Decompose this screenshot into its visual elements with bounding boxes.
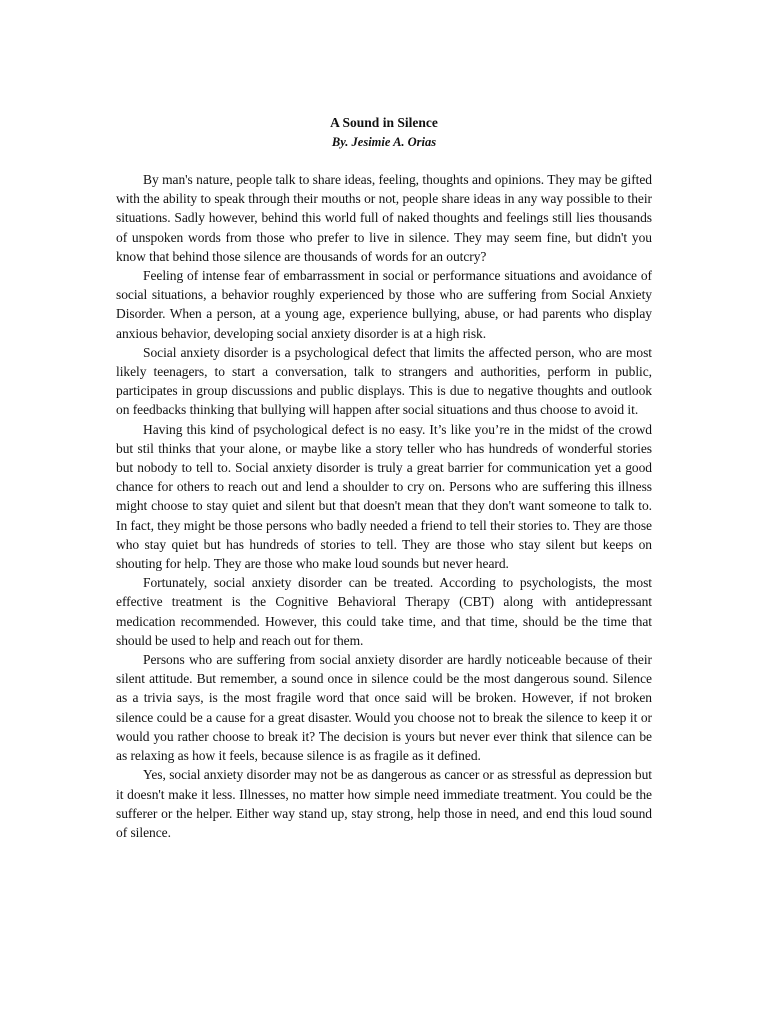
paragraph-5: Fortunately, social anxiety disorder can be treated. According to psychologists, the most effective treatment is the Cognitive Behavioral Therapy (CBT) along with antidepressant medication recommended. However, this could take time, and that time, should be the time that should be used to help and reach out for them.	[116, 575, 652, 648]
paragraph-3: Social anxiety disorder is a psychological defect that limits the affected person, who are most likely teenagers, to start a conversation, talk to strangers and authorities, perform in public, participates in group discussions and public displays. This is due to negative thoughts and outlook on feedbacks thinking that bullying will happen after social situations and thus choose to avoid it.	[116, 344, 652, 418]
paragraph-1: By man's nature, people talk to share ideas, feeling, thoughts and opinions. They may be gifted with the ability to speak through their mouths or not, people share ideas in any way possible to their situations. Sadly however, behind this world full of naked thoughts and feelings still lies thousands of unspoken words from those who prefer to live in silence. They may seem fine, but didn't you know that behind those silence are thousands of words for an outcry?	[116, 172, 652, 264]
paragraph-2: Feeling of intense fear of embarrassment in social or performance situations and avoidance of social situations, a behavior roughly experienced by those who are suffering from Social Anxiety Disorder. When a person, at a young age, experience bullying, abuse, or had parents who display anxious behavior, developing social anxiety disorder is at a high risk.	[116, 268, 652, 341]
paragraph-6: Persons who are suffering from social anxiety disorder are hardly noticeable because of their silent attitude. But remember, a sound once in silence could be the most dangerous sound. Silence as a trivia says, is the most fragile word that once said will be broken. However, if not broken silence could be a cause for a great disaster. Would you choose not to break the silence to keep it or would you rather choose to break it? The decision is yours but never ever think that silence can be as relaxing as how it feels, because silence is as fragile as it defined.	[116, 652, 652, 764]
paragraph-4: Having this kind of psychological defect is no easy. It’s like you’re in the midst of the crowd but stil thinks that your alone, or maybe like a story teller who has hundreds of wonderful stories but nobody to tell to. Social anxiety disorder is truly a great barrier for communication yet a good chance for others to reach out and lend a shoulder to cry on. Persons who are suffering this illness might choose to stay quiet and silent but that doesn't mean that they don't want someone to talk to. In fact, they might be those persons who badly needed a friend to tell their stories to. They are those who stay quiet but has hundreds of stories to tell. They are those who stay silent but keeps on shouting for help. They are those who make loud sounds but never heard.	[116, 421, 652, 572]
paragraph-7: Yes, social anxiety disorder may not be as dangerous as cancer or as stressful as depression but it doesn't make it less. Illnesses, no matter how simple need immediate treatment. You could be the sufferer or the helper. Either way stand up, stay strong, help those in need, and end this loud sound of silence.	[116, 767, 652, 840]
document-title: A Sound in Silence	[330, 115, 438, 130]
author-byline: By. Jesimie A. Orias	[331, 135, 437, 149]
essay-body	[116, 170, 652, 842]
